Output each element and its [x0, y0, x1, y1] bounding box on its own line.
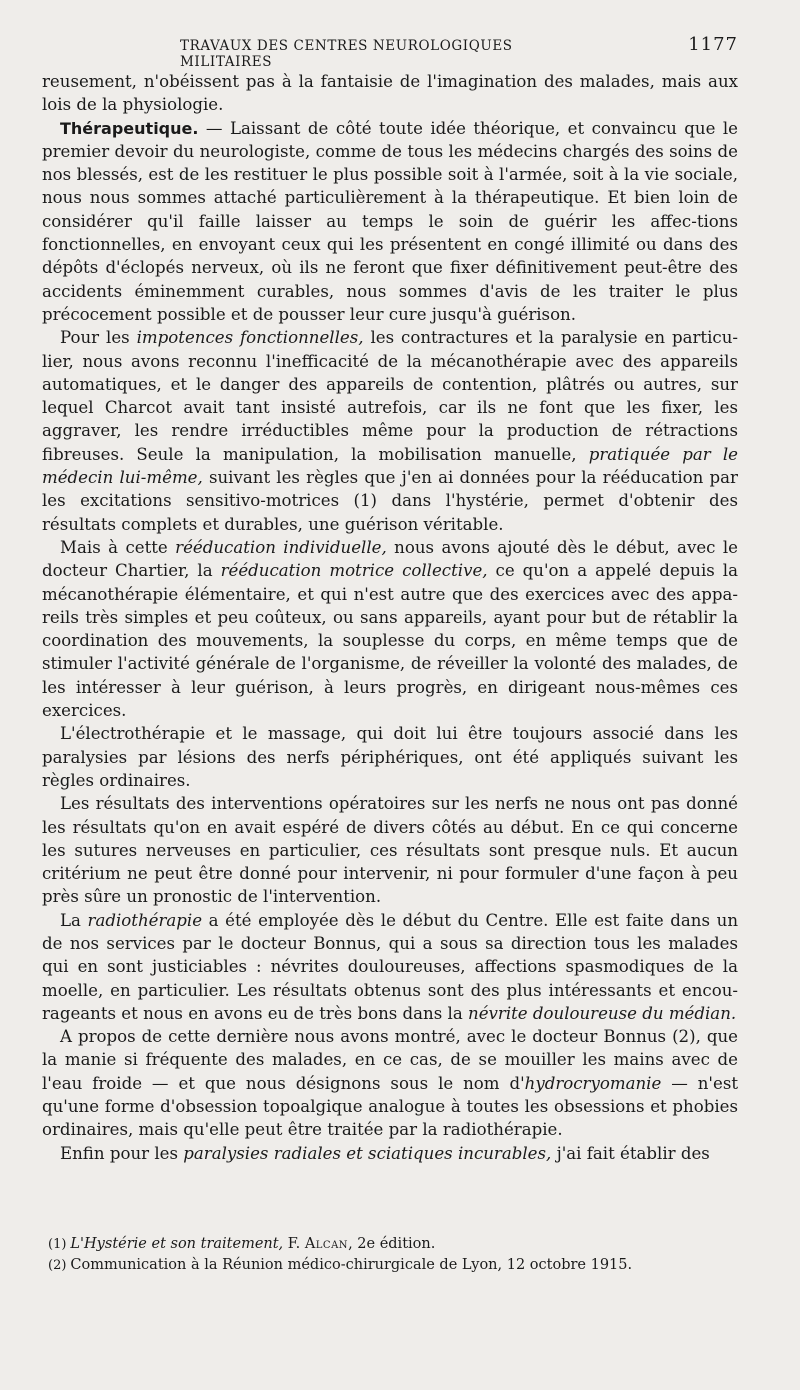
paragraph-text: L'électrothérapie et le massage, qui doit lui être toujours associé dans les paralysies par lésions des nerfs périphériques, ont été appliqués suivant les règles ordinaires. — [42, 724, 738, 790]
paragraph-text: ce qu'on a appelé depuis la mécanothérapie élémentaire, et qui n'est autre que des exercices avec des appa-reils très simples et peu coûteux, ou sans appareils, ayant pour but de rétablir la coordination des mouvements, la souplesse du corps, en même temps que de stimuler l'activité générale de l'organisme, de réveiller la volonté des malades, de les intéresser à leur guérison, à leurs progrès, en dirigeant nous-mêmes ces exercices. — [42, 561, 738, 721]
paragraph-reeducation — [42, 536, 738, 722]
italic-term: impotences fonctionnelles, — [136, 328, 364, 348]
footnote-number: (2) — [48, 1258, 67, 1273]
paragraph-text: La — [60, 910, 88, 930]
paragraph-paralysies — [42, 1142, 738, 1165]
body-text — [42, 70, 738, 1165]
footnote-number: (1) — [48, 1237, 67, 1252]
italic-term: rééducation individuelle, — [175, 537, 387, 557]
paragraph-therapeutique — [42, 117, 738, 327]
running-title: TRAVAUX DES CENTRES NEUROLOGIQUES MILITAIRES — [180, 38, 513, 70]
paragraph-text: j'ai fait établir des — [551, 1143, 710, 1163]
paragraph-text: Mais à cette — [60, 537, 176, 557]
footnote-title: L'Hystérie et son traitement, — [70, 1236, 284, 1252]
italic-term: paralysies radiales et sciatiques incurables, — [183, 1143, 552, 1163]
paragraph-text: Enfin pour les — [60, 1143, 184, 1163]
footnote-publisher: Alcan — [304, 1236, 349, 1252]
section-heading: Thérapeutique. — [60, 118, 199, 138]
paragraph-text: Pour les — [60, 328, 137, 348]
paragraph-text: A propos de cette dernière nous avons montré, avec le docteur Bonnus (2), que la manie si fréquente des malades, en ce cas, de se mouiller les mains avec de l'eau froide — et que nous désignons sous le nom d' — [42, 1027, 738, 1093]
paragraph-text: — Laissant de côté toute idée théorique, et convaincu que le premier devoir du neurologiste, comme de tous les médecins chargés des soins de nos blessés, est de les restituer le plus possible soit à l'armée, soit à la vie sociale, nous nous sommes attaché particulièrement à la thérapeutique. Et bien loin de considérer qu'il faille laisser au temps le soin de guérir les affec-tions fonctionnelles, en envoyant ceux qui les présentent en congé illimité ou dans des dépôts d'éclopés nerveux, où ils ne feront que fixer définitivement peut-être des accidents éminemment curables, nous sommes d'avis de les traiter le plus précocement possible et de pousser leur cure jusqu'à guérison. — [42, 118, 738, 324]
paragraph-interventions — [42, 792, 738, 908]
paragraph-continuation — [42, 70, 738, 117]
paragraph-text: suivant les règles que j'en ai données pour la rééducation par les excitations sensitivo-motrices (1) dans l'hystérie, permet d'obtenir des résultats complets et durables, une guérison véritable. — [42, 468, 738, 534]
footnotes — [48, 1234, 738, 1276]
page-number: 1177 — [688, 34, 738, 55]
italic-term: hydrocryomanie — [524, 1073, 662, 1093]
paragraph-text: les contractures et la paralysie en particu-lier, nous avons reconnu l'inefficacité de la mécanothérapie avec des appareils automatiques, et le danger des appareils de contention, plâtrés ou autres, sur lequel Charcot avait tant insisté autrefois, car ils ne font que les fixer, les aggraver, les rendre irréductibles même pour la production de rétractions fibreuses. Seule la manipulation, la mobilisation manuelle, — [42, 328, 738, 464]
italic-term: névrite douloureuse du médian. — [468, 1003, 737, 1023]
paragraph-radiotherapie — [42, 909, 738, 1025]
footnote-text: F. — [283, 1236, 305, 1252]
italic-term: rééducation motrice collective, — [220, 561, 488, 581]
paragraph-electrotherapie — [42, 722, 738, 792]
italic-term: pratiquée par le médecin lui-même, — [42, 444, 738, 488]
footnote-text: Communication à la Réunion médico-chirurgicale de Lyon, 12 octobre 1915. — [70, 1257, 633, 1273]
italic-term: radiothérapie — [87, 910, 203, 930]
footnote-text: , 2e édition. — [348, 1236, 436, 1252]
paragraph-text: nous avons ajouté dès le début, avec le docteur Chartier, la — [42, 537, 738, 581]
paragraph-impotences — [42, 326, 738, 536]
footnote-1 — [48, 1234, 738, 1255]
paragraph-hydrocryomanie — [42, 1025, 738, 1141]
paragraph-text: — n'est qu'une forme d'obsession topoalgique analogue à toutes les obsessions et phobies ordinaires, mais qu'elle peut être traitée par la radiothérapie. — [42, 1073, 738, 1140]
paragraph-text: reusement, n'obéissent pas à la fantaisie de l'imagination des malades, mais aux lois de la physiologie. — [42, 72, 738, 115]
paragraph-text: a été employée dès le début du Centre. Elle est faite dans un de nos services par le docteur Bonnus, qui a sous sa direction tous les malades qui en sont justiciables : névrites douloureuses, affections spasmodiques de la moelle, en particulier. Les résultats obtenus sont des plus intéressants et encou-rageants et nous en avons eu de très bons dans la — [42, 910, 739, 1023]
paragraph-text: Les résultats des interventions opératoires sur les nerfs ne nous ont pas donné les résultats qu'on en avait espéré de divers côtés au début. En ce qui concerne les sutures nerveuses en particulier, ces résultats sont presque nuls. Et aucun critérium ne peut être donné pour intervenir, ni pour formuler d'une façon à peu près sûre un pronostic de l'intervention. — [42, 794, 738, 907]
footnote-2 — [48, 1255, 738, 1276]
